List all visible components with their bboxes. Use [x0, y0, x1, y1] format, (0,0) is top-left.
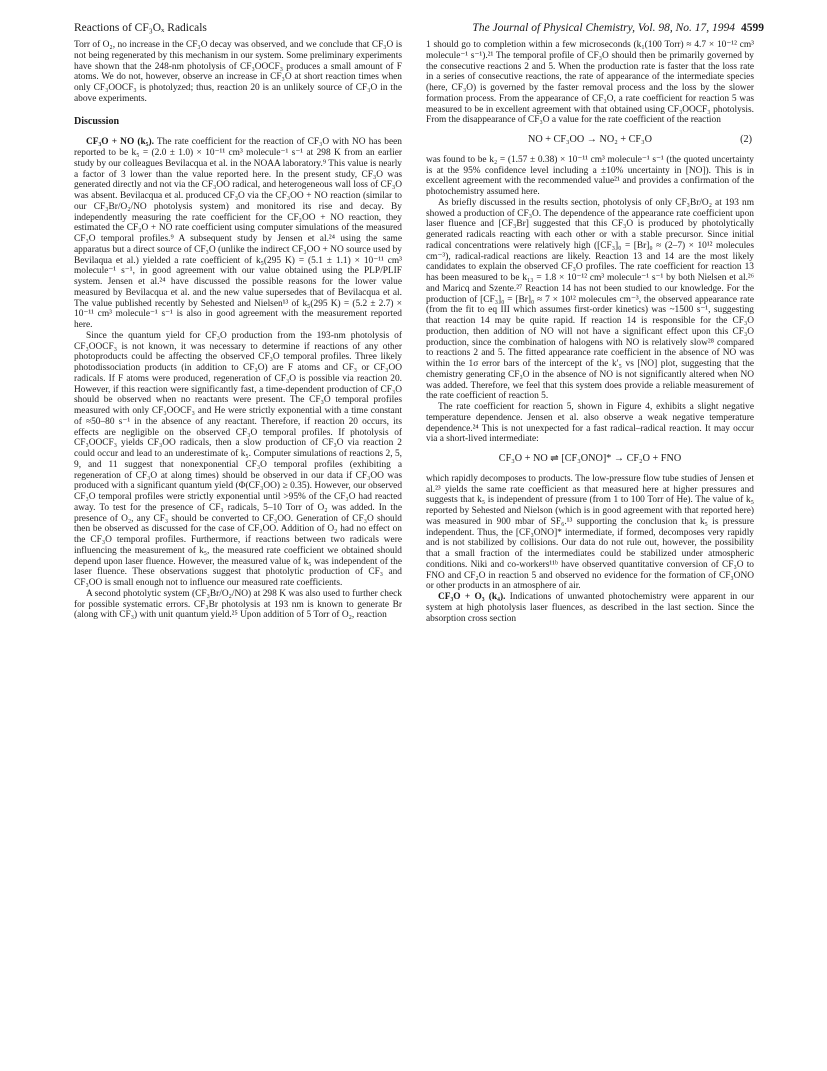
- paragraph: which rapidly decomposes to products. The low-pressure flow tube studies of Jensen et al.²³ yields the same rate coefficient as that measured here at higher pressures and suggests that k₅ is independent of pressure (from 1 to 100 Torr of He). The value of k₅ reported by Sehested and Nielson (which is in good agreement with that reported here) was measured in 900 mbar of SF₆.¹³ supporting the conclusion that k₅ is pressure independent. Thus, the [CF₃ONO]* intermediate, if formed, decomposes very rapidly and is not stabilized by collisions. Our data do not rule out, however, the possibility that a small fraction of the intermediates could be stabilized under atmospheric conditions. Niki and co-workers¹¹ᵇ have observed quantitative conversion of CF₃O to FNO and CF₂O in reaction 5 and observed no evidence for the formation of CF₃ONO or other products in an atmosphere of air.: [426, 473, 754, 592]
- journal-name: The Journal of Physical Chemistry, Vol. 98, No. 17, 1994: [472, 22, 735, 34]
- subsection-lead: CF₃O + NO (k₅).: [86, 137, 154, 148]
- running-title: Reactions of CF₃Oₓ Radicals: [74, 22, 207, 34]
- paragraph: Torr of O₂, no increase in the CF₃O decay was observed, and we conclude that CF₃O is not being regenerated by this mechanism in our system. Some preliminary experiments have shown that the 248-nm photolysis of CF₃OOCF₃ produces a small amount of F atoms. We do not, however, observe an increase in CF₃O at short reaction times when only CF₃OOCF₃ is photolyzed; thus, reaction 20 is an unlikely source of CF₃O in the above experiments.: [74, 40, 402, 104]
- left-column: [74, 40, 402, 621]
- paragraph: 1 should go to completion within a few microseconds (k₁(100 Torr) ≈ 4.7 × 10⁻¹² cm³ molecule⁻¹ s⁻¹).²¹ The temporal profile of CF₃O should then be primarily governed by the consecutive reactions 2 and 5. When the production rate is faster that the loss rate in a series of consecutive reactions, the rate of appearance of the intermediate species (here, CF₃O) is governed by the faster removal process and the loss by the slower formation process. From the appearance of CF₃O, a rate coefficient for reaction 5 was measured to be in excellent agreement with that obtained using CF₃OOCF₃ photolysis. From the disappearance of CF₃O a value for the rate coefficient of the reaction: [426, 40, 754, 126]
- paragraph-text: Indications of unwanted photochemistry were apparent in our system at high photolysis laser fluences, as described in the last section. Since the absorption cross section: [426, 592, 754, 624]
- right-column: [426, 40, 754, 624]
- paragraph: A second photolytic system (CF₃Br/O₂/NO) at 298 K was also used to further check for possible systematic errors. CF₃Br photolysis at 193 nm is known to generate Br (along with CF₃) with unit quantum yield.²⁵ Upon addition of 5 Torr of O₂, reaction: [74, 588, 402, 621]
- paragraph: was found to be k₂ = (1.57 ± 0.38) × 10⁻¹¹ cm³ molecule⁻¹ s⁻¹ (the quoted uncertainty is at the 95% confidence level including a ±10% uncertainty in [NO]). This is in excellent agreement with the recommended value²¹ and provides a confirmation of the photochemistry assumed here.: [426, 154, 754, 197]
- journal-citation: [472, 20, 764, 36]
- section-heading: Discussion: [74, 115, 120, 127]
- paragraph: As briefly discussed in the results section, photolysis of only CF₃Br/O₂ at 193 nm showed a production of CF₃O. The dependence of the appearance rate coefficient upon laser fluence and [CF₃Br] suggested that this CF₃O is produced by photolytically generated radicals reacting with each other or with a stable precursor. Since initial radical concentrations were relatively high ([CF₃]₀ = [Br]₀ ≈ (2–7) × 10¹² molecules cm⁻³), radical-radical reactions are likely. Reaction 13 and 14 are the most likely candidates to explain the observed CF₃O profiles. The rate coefficient for reaction 13 has been measured to be k₁₃ = 1.8 × 10⁻¹² cm³ molecule⁻¹ s⁻¹ by both Nielsen et al.²⁶ and Maricq and Szente.²⁷ Reaction 14 has not been studied to our knowledge. For the production of [CF₃]₀ = [Br]₀ ≈ 7 × 10¹² molecules cm⁻³, the observed appearance rate (from the fit to eq III which assumes first-order kinetics) was ~1500 s⁻¹, suggesting that reaction 14 may be quite rapid. If reaction 14 is responsible for the CF₃O production, then addition of NO will not have a significant effect upon this CF₃O production, since the combination of halogens with NO is relatively slow²⁸ compared to reactions 2 and 5. The fitted appearance rate coefficient in the absence of NO was within the 1σ error bars of the intercept of the k′₅ vs [NO] plot, suggesting that the chemistry generating CF₃O in the absence of NO is not significantly altered when NO was added. Therefore, we feel that this system does provide a reliable measurement of the rate coefficient of reaction 5.: [426, 197, 754, 402]
- paragraph: [74, 137, 402, 331]
- equation-2: [426, 135, 754, 146]
- equation-text: CF₃O + NO ⇌ [CF₃ONO]* → CF₂O + FNO: [498, 453, 682, 464]
- paragraph: The rate coefficient for reaction 5, shown in Figure 4, exhibits a slight negative temperature dependence. Jensen et al. also observe a weak negative temperature dependence.²⁴ This is not unexpected for a fast radical–radical reaction. It may occur via a short-lived intermediate:: [426, 402, 754, 445]
- page-header: [74, 20, 764, 36]
- paragraph: Since the quantum yield for CF₃O production from the 193-nm photolysis of CF₃OOCF₃ is not known, it was necessary to determine if reactions of any other photoproducts could be affecting the observed CF₃O temporal profiles. Three likely photodissociation products (in addition to CF₃O) are F atoms and CF₃ or CF₃OO radicals. If F atoms were produced, regeneration of CF₃O is possible via reaction 20. However, if this reaction were significantly fast, a time-dependent production of CF₃O should be observed when no reactants were present. The CF₃O temporal profiles measured with only CF₃OOCF₃ and He were strictly exponential with a time constant of ≈50–80 s⁻¹ in the absence of any reactant. Therefore, if reaction 20 occurs, its effects are negligible on the observed CF₃O temporal profiles. If photolysis of CF₃OOCF₃ yields CF₃OO radicals, then a slow production of CF₃O via reaction 2 could occur and lead to an underestimate of k₅. Computer simulations of reactions 2, 5, 9, and 11 suggest that nonexponential CF₃O temporal profiles (exhibiting a regeneration of CF₃O at along times) should be observed in our data if CF₃OO was produced with a significant quantum yield (Φ(CF₃OO) ≥ 0.35). However, our observed CF₃O temporal profiles were strictly exponential until >95% of the CF₃O had reacted away. To test for the presence of CF₃ radicals, 5–10 Torr of O₂ was added. In the presence of O₂, any CF₃ should be converted to CF₃OO. Generation of CF₃O should then be observed as discussed for the case of CF₃OO. Addition of O₂ had no effect on the CF₃O temporal profiles. Furthermore, if reactions between two radicals were influencing the measurement of k₅, the measured rate coefficient we obtained should depend upon laser fluence. However, the measured value of k₅ was independent of the laser fluence. These observations suggest that photolytic production of CF₃ and CF₃OO is small enough not to influence our measured rate coefficients.: [74, 330, 402, 588]
- subsection-lead: CF₃O + O₃ (k₄).: [438, 592, 506, 602]
- paragraph-text: The rate coefficient for the reaction of CF₃O with NO has been reported to be k₅ = (2.0 ± 1.0) × 10⁻¹¹ cm³ molecule⁻¹ s⁻¹ at 298 K from an earlier study by our colleagues Bevilacqua et al. in the NOAA laboratory.⁹ This value is nearly a factor of 3 lower than the value reported here. In the present study, CF₃O was generated directly and not via the CF₃OO radical, and heterogeneous wall loss of CF₃O was absent. Bevilacqua et al. produced CF₃O via the CF₃OO + NO reaction (similar to our CF₃Br/O₂/NO photolysis system) and monitored its rise and decay. By independently measuring the rate coefficient for the CF₃OO + NO reaction, they estimated the CF₃O + NO rate coefficient using computer simulations of the measured CF₃O temporal profiles.⁹ A subsequent study by Jensen et al.²⁴ using the same apparatus but a direct source of CF₃O (unlike the indirect CF₃OO + NO source used by Bevilaqua et al.) yielded a rate coefficient of k₅(295 K) = (5.1 ± 1.1) × 10⁻¹¹ cm³ molecule⁻¹ s⁻¹, in good agreement with our value obtained using the PLP/PLIF system. Jensen et al.²⁴ have discussed the possible reasons for the lower value measured by Bevilacqua et al. and the new value supersedes that of Bevilacqua et al. The value published recently by Sehested and Nielsen¹³ of k₅(295 K) = (5.2 ± 2.7) × 10⁻¹¹ cm³ molecule⁻¹ s⁻¹ is also in good agreement with the measurement reported here.: [74, 137, 402, 330]
- equation-number: (2): [740, 134, 752, 145]
- page-number: 4599: [741, 22, 764, 34]
- equation-intermediate: [426, 454, 754, 465]
- paragraph: [426, 592, 754, 624]
- equation-text: NO + CF₃OO → NO₂ + CF₃O: [527, 134, 653, 145]
